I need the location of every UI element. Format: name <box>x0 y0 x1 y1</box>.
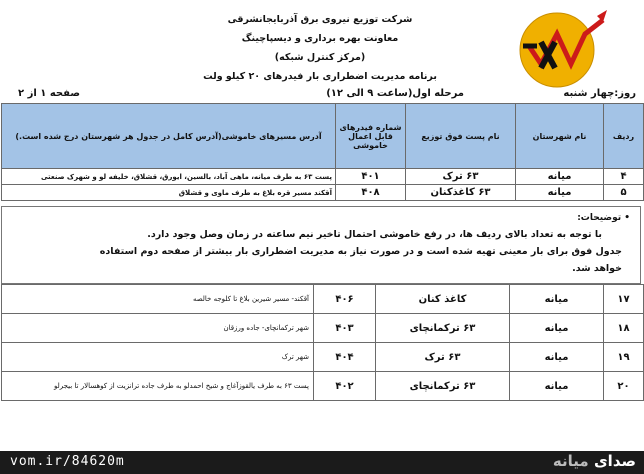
company-logo-icon <box>511 6 609 92</box>
page-number: صفحه ۱ از ۲ <box>18 88 80 99</box>
notes-title: • توضیحات: <box>577 213 630 223</box>
cell-feeder-number: ۴۰۶ <box>314 285 376 314</box>
cell-substation: ۶۳ ترکمانچای <box>376 372 510 401</box>
cell-city: میانه <box>516 169 604 185</box>
cell-feeder-number: ۴۰۸ <box>336 185 406 201</box>
deputy-name: معاونت بهره برداری و دیسپاچینگ <box>241 33 399 44</box>
table-header-row <box>2 104 644 169</box>
cell-row-number: ۱۹ <box>604 343 644 372</box>
cell-city: میانه <box>510 343 604 372</box>
cell-city: میانه <box>510 285 604 314</box>
cell-row-number: ۲۰ <box>604 372 644 401</box>
cell-substation: ۶۳ ترک <box>406 169 516 185</box>
notes-line: جدول فوق برای بار معینی تهیه شده است و در صورت نیاز به مدیریت اضطراری بار بیشتر از صفحه دوم استفاده <box>99 246 622 257</box>
cell-substation: ۶۳ ترک <box>376 343 510 372</box>
cell-address: آقکند- مسیر شیرین بلاغ تا کلوجه خالصه <box>2 285 314 314</box>
table-row <box>2 169 644 185</box>
company-name: شرکت توزیع نیروی برق آذربایجانشرقی <box>227 14 413 25</box>
cell-address: شهر ترک <box>2 343 314 372</box>
watermark-tail: میانه <box>552 452 589 470</box>
cell-city: میانه <box>516 185 604 201</box>
watermark-main: صدای <box>593 452 636 470</box>
cell-address: پست ۶۳ به طرف میانه، ماهی آباد، بالسین، ایورق، قشلاق، خلیفه لو و شهرک صنعتی <box>2 169 336 185</box>
table-row <box>2 314 644 343</box>
stage-label: مرحله اول(ساعت ۹ الی ۱۲) <box>326 88 464 99</box>
feeder-table-main <box>1 103 644 201</box>
info-bar <box>0 86 644 102</box>
table-row <box>2 185 644 201</box>
cell-feeder-number: ۴۰۴ <box>314 343 376 372</box>
footer-bar <box>0 451 644 474</box>
notes-box <box>1 206 641 284</box>
feeder-table-continued <box>1 284 644 401</box>
source-url[interactable]: vom.ir/84620m <box>10 454 125 469</box>
column-header-feeder-number: شماره فیدرهای قابل اعمال خاموشی <box>336 104 406 169</box>
column-header-substation: نام پست فوق توزیع <box>406 104 516 169</box>
cell-address: آقکند مسیر قره بلاغ به طرف ماوی و قشلاق <box>2 185 336 201</box>
document-header <box>160 10 480 86</box>
cell-row-number: ۱۸ <box>604 314 644 343</box>
cell-substation: کاغذ کنان <box>376 285 510 314</box>
table-row <box>2 285 644 314</box>
program-title: برنامه مدیریت اضطراری بار فیدرهای ۲۰ کیلو ولت <box>203 71 437 82</box>
column-header-address: آدرس مسیرهای خاموشی(آدرس کامل در جدول هر شهرستان درج شده است.) <box>2 104 336 169</box>
cell-row-number: ۵ <box>604 185 644 201</box>
table-row <box>2 372 644 401</box>
cell-address: پست ۶۳ به طرف یالقوزآغاج و شیخ احمدلو به طرف جاده ترانزیت از کوهسالار تا بیجرلو <box>2 372 314 401</box>
table-row <box>2 343 644 372</box>
watermark <box>553 452 636 470</box>
notes-line: خواهد شد. <box>572 263 622 274</box>
cell-substation: ۶۳ ترکمانچای <box>376 314 510 343</box>
cell-city: میانه <box>510 372 604 401</box>
day-label: روز:چهار شنبه <box>563 88 636 99</box>
column-header-row-number: ردیف <box>604 104 644 169</box>
cell-row-number: ۴ <box>604 169 644 185</box>
cell-address: شهر ترکمانچای- جاده ورزقان <box>2 314 314 343</box>
notes-line: با توجه به تعداد بالای ردیف ها، در رفع خاموشی احتمال تاخیر نیم ساعته در زمان وصل وجود دارد. <box>147 229 602 240</box>
cell-feeder-number: ۴۰۲ <box>314 372 376 401</box>
column-header-city: نام شهرستان <box>516 104 604 169</box>
cell-feeder-number: ۴۰۱ <box>336 169 406 185</box>
cell-row-number: ۱۷ <box>604 285 644 314</box>
cell-feeder-number: ۴۰۳ <box>314 314 376 343</box>
cell-substation: ۶۳ کاغذکنان <box>406 185 516 201</box>
center-name: (مرکز کنترل شبکه) <box>274 52 366 63</box>
cell-city: میانه <box>510 314 604 343</box>
